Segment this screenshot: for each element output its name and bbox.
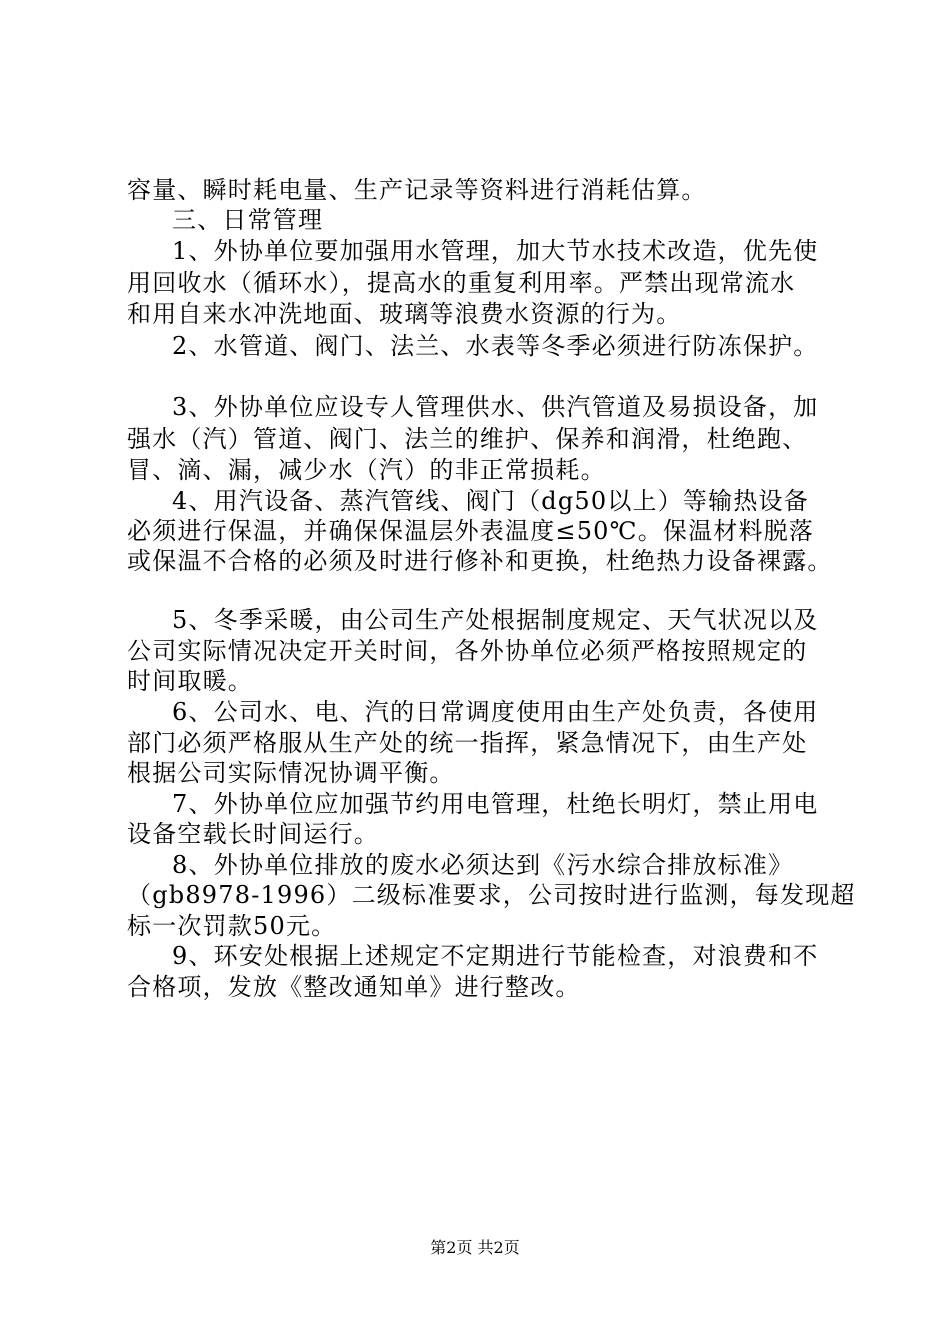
text-line: 根据公司实际情况协调平衡。 bbox=[127, 759, 455, 787]
text-line: 2、水管道、阀门、法兰、水表等冬季必须进行防冻保护。 bbox=[172, 332, 819, 360]
text-line: 冒、滴、漏，减少水（汽）的非正常损耗。 bbox=[127, 456, 606, 484]
section-heading: 三、日常管理 bbox=[172, 206, 324, 234]
text-line: 合格项，发放《整改通知单》进行整改。 bbox=[127, 973, 581, 1001]
text-line: 4、用汽设备、蒸汽管线、阀门（dg50以上）等输热设备 bbox=[172, 487, 809, 515]
text-line: 7、外协单位应加强节约用电管理，杜绝长明灯，禁止用电 bbox=[172, 790, 819, 818]
text-line: 用回收水（循环水），提高水的重复利用率。严禁出现常流水 bbox=[127, 269, 796, 297]
text-line: 标一次罚款50元。 bbox=[127, 912, 337, 940]
text-line: 1、外协单位要加强用水管理，加大节水技术改造，优先使 bbox=[172, 237, 819, 265]
text-line: 或保温不合格的必须及时进行修补和更换，杜绝热力设备裸露。 bbox=[127, 547, 833, 575]
text-line: 6、公司水、电、汽的日常调度使用由生产处负责，各使用 bbox=[172, 698, 819, 726]
text-line: 8、外协单位排放的废水必须达到《污水综合排放标准》 bbox=[172, 851, 794, 879]
text-line: 设备空载长时间运行。 bbox=[127, 820, 379, 848]
text-line: 时间取暖。 bbox=[127, 667, 253, 695]
text-line: 公司实际情况决定开关时间，各外协单位必须严格按照规定的 bbox=[127, 637, 808, 665]
text-line: 强水（汽）管道、阀门、法兰的维护、保养和润滑，杜绝跑、 bbox=[127, 425, 808, 453]
text-line: 9、环安处根据上述规定不定期进行节能检查，对浪费和不 bbox=[172, 942, 819, 970]
text-line: 容量、瞬时耗电量、生产记录等资料进行消耗估算。 bbox=[127, 176, 707, 204]
text-line: 5、冬季采暖，由公司生产处根据制度规定、天气状况以及 bbox=[172, 606, 819, 634]
page-number-footer: 第2页 共2页 bbox=[430, 1238, 520, 1257]
text-line: 必须进行保温，并确保保温层外表温度≤50℃。保温材料脱落 bbox=[127, 517, 815, 545]
text-line: 部门必须严格服从生产处的统一指挥，紧急情况下，由生产处 bbox=[127, 729, 808, 757]
text-line: 和用自来水冲洗地面、玻璃等浪费水资源的行为。 bbox=[127, 300, 682, 328]
text-line: 3、外协单位应设专人管理供水、供汽管道及易损设备，加 bbox=[172, 393, 819, 421]
text-line: （gb8978-1996）二级标准要求，公司按时进行监测，每发现超 bbox=[127, 881, 856, 909]
